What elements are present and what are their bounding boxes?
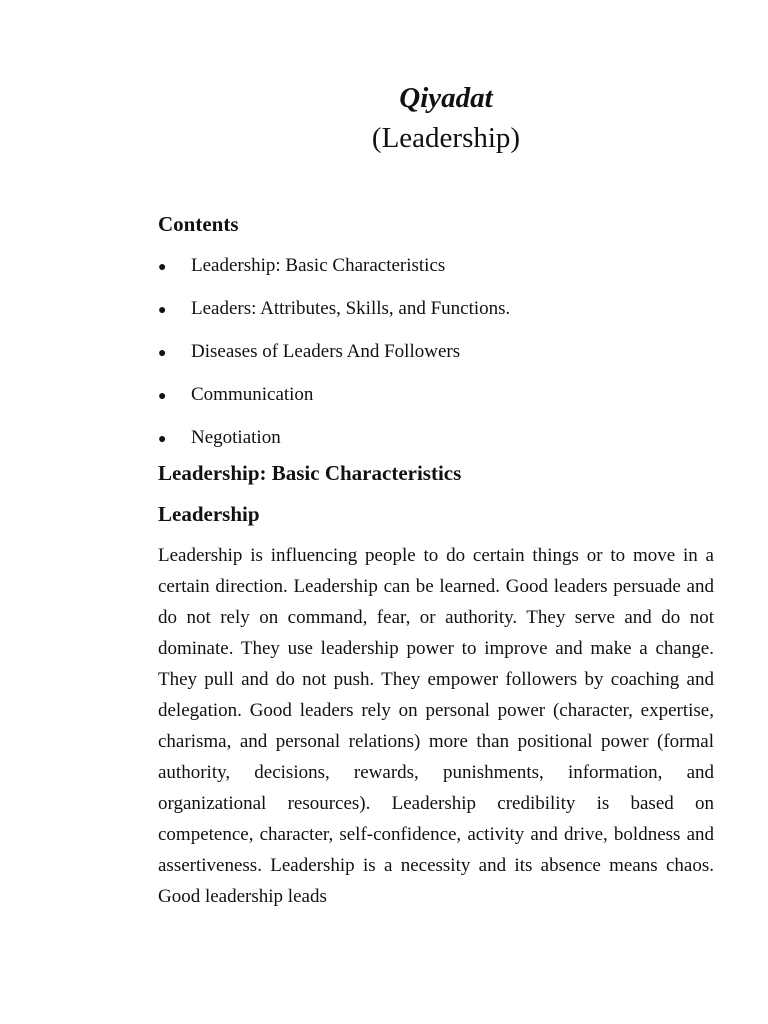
contents-item-label: Negotiation — [191, 427, 281, 448]
body-paragraph: Leadership is influencing people to do certain things or to move in a certain direction. Leadership can be learned. Good leaders persuade and do not rely on command, fear, or authority. They serve and do not dominate. They use leadership power to improve and make a change. They pull and do not push. They empower followers by coaching and delegation. Good leaders rely on personal power (character, expertise, charisma, and personal relations) more than positional power (formal authority, decisions, rewards, punishments, information, and organizational resources). Leadership credibility is based on competence, character, self-confidence, activity and drive, boldness and assertiveness. Leadership is a necessity and its absence means chaos. Good leadership leads — [158, 545, 714, 907]
bullet-icon: ● — [158, 303, 167, 318]
contents-item-label: Communication — [191, 384, 314, 405]
document-subtitle: (Leadership) — [371, 122, 521, 154]
contents-list — [158, 252, 714, 453]
contents-item-label: Leaders: Attributes, Skills, and Functions. — [191, 298, 511, 319]
bullet-icon: ● — [158, 432, 167, 447]
section-heading: Leadership: Basic Characteristics — [158, 461, 462, 485]
contents-item — [158, 252, 714, 281]
contents-item — [158, 424, 714, 453]
bullet-icon: ● — [158, 260, 167, 275]
contents-heading: Contents — [158, 212, 239, 236]
bullet-icon: ● — [158, 346, 167, 361]
section-subheading: Leadership — [158, 502, 260, 526]
contents-item — [158, 381, 714, 410]
contents-item-label: Leadership: Basic Characteristics — [191, 255, 446, 276]
contents-item — [158, 338, 714, 367]
contents-section — [158, 210, 714, 467]
bullet-icon: ● — [158, 389, 167, 404]
contents-item-label: Diseases of Leaders And Followers — [191, 341, 461, 362]
document-title: Qiyadat — [399, 82, 493, 114]
title-block — [158, 80, 714, 156]
contents-item — [158, 295, 714, 324]
